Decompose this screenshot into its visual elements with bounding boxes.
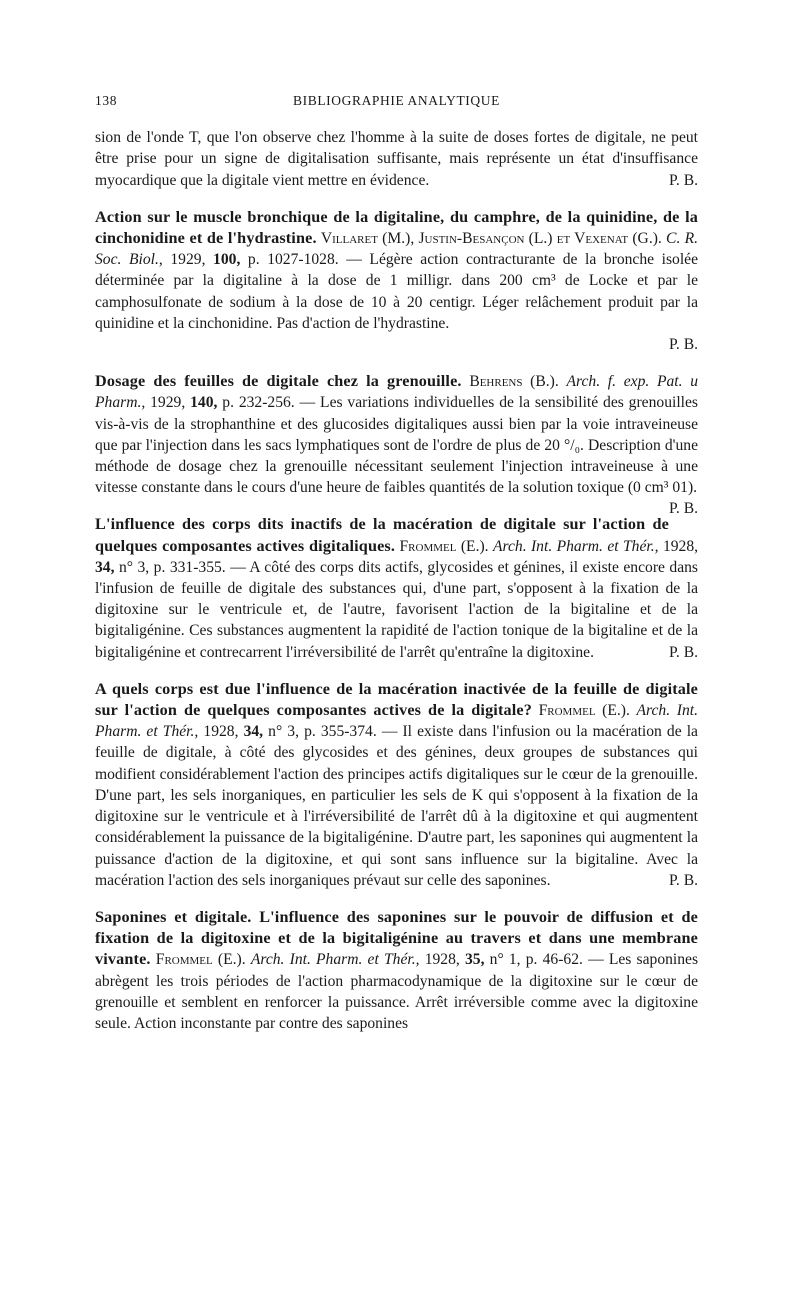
- entry-pages: p. 232-256.: [222, 394, 295, 412]
- entry-authors: Villaret (M.), Justin-Besançon (L.) et Vexenat (G.).: [320, 230, 662, 248]
- entry-year: 1929,: [170, 251, 206, 269]
- entry-volume: 34,: [243, 723, 264, 741]
- entry-title: Saponines et digitale. L'influence des saponines sur le pouvoir de diffusion et de fixation de la digitoxine et de la bigitaligénine au travers et dans une membrane vivante.: [95, 907, 698, 969]
- entry-5: [95, 907, 698, 1034]
- entry-pages: n° 3, p. 331-355.: [118, 558, 226, 576]
- entry-journal: Arch. Int. Pharm. et Thér.,: [250, 951, 420, 969]
- entry-authors: Frommel (E.).: [155, 951, 246, 969]
- intro-paragraph: [95, 127, 698, 191]
- entry-signature: P. B.: [668, 500, 698, 518]
- entry-signature: P. B.: [668, 336, 698, 354]
- entry-title: Action sur le muscle bronchique de la digitaline, du camphre, de la quinidine, de la cinchonidine et de l'hydrastine.: [95, 207, 698, 248]
- intro-text: sion de l'onde T, que l'on observe chez l'homme à la suite de doses fortes de digitale, ne peut être prise pour un signe de digitalisation suffisante, mais représente un état d'insuffisance myocardique que la digitale vient mettre en évidence.: [95, 129, 698, 189]
- entry-body: — A côté des corps dits actifs, glycosides et génines, il existe encore dans l'infusion de feuille de digitale des substances qui, d'une part, s'opposent à la fixation de la digitoxine sur le ventricule et, de l'autre, favorisent l'action de la bigitaline et de la bigitaligénine. Ces substances augmentent la rapidité de l'action tonique de la bigitaline et de la bigitaligénine et contrecarrent l'irréversibilité de l'arrêt qu'entraîne la digitoxine.: [95, 558, 698, 661]
- entry-pages: p. 1027-1028.: [247, 251, 339, 269]
- entry-volume: 35,: [464, 951, 485, 969]
- entry-authors: Frommel (E.).: [399, 537, 489, 555]
- entry-body: — Légère action contracturante de la bronche isolée déterminée par la digitaline à la dose de 1 milligr. dans 200 cm³ de Locke et par le camphosulfonate de sodium à la dose de 10 à 20 centigr. Léger relâchement produit par la quinidine et la cinchonidine. Pas d'action de l'hydrastine.: [95, 251, 699, 332]
- entry-volume: 34,: [95, 558, 115, 576]
- entry-authors: Behrens (B.).: [469, 373, 559, 391]
- entry-journal: Arch. Int. Pharm. et Thér.,: [95, 702, 698, 741]
- page-number: 138: [95, 93, 118, 108]
- entry-pages: n° 1, p. 46-62.: [489, 951, 583, 969]
- entry-body: — Il existe dans l'infusion ou la macération de la feuille de digitale, à côté des glycosides et des génines, deux groupes de substances qui modifient considérablement l'action des principes actifs digitaliques sur le cœur de la grenouille. D'une part, les sels inorganiques, en particulier les sels de K qui s'opposent à la fixation de la digitoxine sur le ventricule et à l'irréversibilité de l'arrêt dû à la digitoxine et qui augmentent considérablement la puissance de la bigitaligénine. D'autre part, les saponines qui augmentent la puissance d'action de la digitoxine, et qui sont sans influence sur la bigitaline. Avec la macération l'action des sels inorganiques prévaut sur celle des saponines.: [95, 723, 698, 889]
- entry-signature: P. B.: [668, 643, 698, 661]
- entry-year: 1928,: [424, 951, 460, 969]
- entry-body: — Les saponines abrègent les trois périodes de l'action pharmacodynamique de la digitoxine sur le cœur de grenouille et semblent en renforcer la puissance. Arrêt irréversible comme avec la digitoxine seule. Action inconstante par contre des saponines: [95, 951, 699, 1032]
- entry-journal: Arch. Int. Pharm. et Thér.,: [492, 537, 659, 555]
- entry-signature: P. B.: [668, 871, 698, 889]
- entry-title: Dosage des feuilles de digitale chez la grenouille.: [95, 372, 462, 391]
- entry-year: 1928,: [203, 723, 239, 741]
- entry-year: 1928,: [662, 537, 699, 555]
- entry-title: L'influence des corps dits inactifs de la macération de digitale sur l'action de quelques composantes actives digitaliques.: [95, 515, 669, 555]
- entry-authors: Frommel (E.).: [538, 702, 630, 720]
- entry-2: [95, 371, 698, 518]
- entry-year: 1929,: [150, 394, 186, 412]
- entry-pages: n° 3, p. 355-374.: [268, 723, 377, 741]
- page: [95, 90, 698, 1034]
- entry-journal: C. R. Soc. Biol.: [95, 230, 698, 269]
- page-header: [95, 90, 698, 111]
- entry-journal: Arch. f. exp. Pat. u Pharm.,: [95, 373, 698, 412]
- entry-volume: 140,: [190, 394, 218, 412]
- entry-title: A quels corps est due l'influence de la macération inactivée de la feuille de digitale sur l'action de quelques composantes actives de la digitale?: [95, 679, 698, 720]
- entry-body: — Les variations individuelles de la sensibilité des grenouilles vis-à-vis de la strophanthine et des glucosides digitaliques aussi bien par la voie intraveineuse que par l'injection dans les sacs lymphatiques sont de l'ordre de plus de 20 °/₀. Description d'une méthode de dosage chez la grenouille nécessitant seulement l'injection intraveineuse à une vitesse constante dans le cours d'une heure de faibles quantités de la solution toxique (0 cm³ 01).: [95, 394, 698, 497]
- entry-3: [95, 514, 698, 662]
- entry-volume: 100,: [213, 251, 241, 269]
- intro-signature: P. B.: [668, 171, 698, 189]
- entry-1: Action sur le muscle bronchique de la digitaline, du camphre, de la quinidine, de la cinchonidine et de l'hydrastine. Villaret (M.), Justin-Besançon (L.) et Vexenat (G.). C. R. Soc. Biol., 1929, 100, p. 1027-1028. — Légère action contracturante de la bronche isolée déterminée par la digitaline à la dose de 1 milligr. dans 200 cm³ de Locke et par le camphosulfonate de sodium à la dose de 10 à 20 centigr. Léger relâchement produit par la quinidine et la cinchonidine. Pas d'action de l'hydrastine. P. B.: [95, 207, 698, 355]
- entry-4: [95, 679, 698, 891]
- running-title: BIBLIOGRAPHIE ANALYTIQUE: [293, 93, 500, 108]
